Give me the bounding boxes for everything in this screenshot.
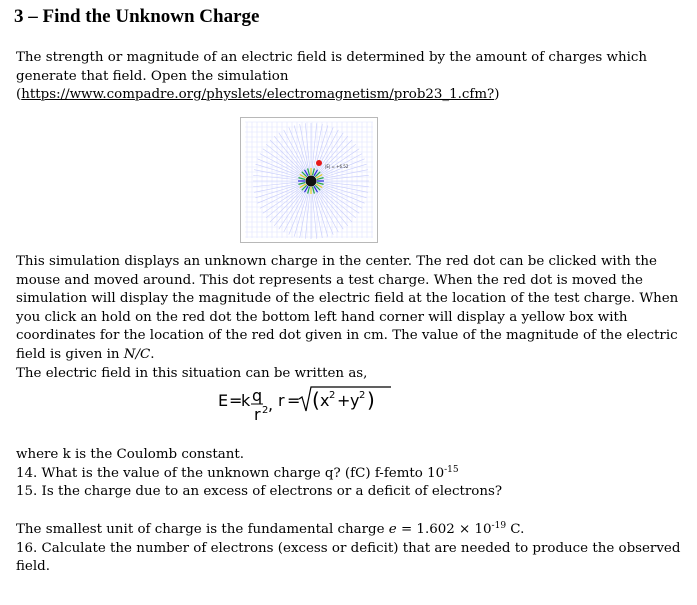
field-unit: N/C — [123, 346, 151, 362]
open-paren: ( — [312, 388, 320, 412]
question-15: 15. Is the charge due to an excess of electrons or a deficit of electrons? — [16, 484, 502, 500]
field-readout: |E| = +6.52 — [325, 164, 349, 169]
coulomb-note: where k is the Coulomb constant. — [16, 447, 245, 462]
eq-equals-1: = — [229, 391, 243, 410]
question-14: 14. What is the value of the unknown charge q? (fC) f-femto 10 — [16, 465, 445, 481]
description-paragraph — [16, 253, 684, 383]
eq-E: E — [218, 391, 229, 410]
field-ray — [317, 175, 369, 180]
closing-text-1: The smallest unit of charge is the fundamental charge — [16, 522, 389, 537]
test-charge-dot[interactable] — [316, 160, 322, 166]
eq-equals-2: = — [287, 391, 301, 410]
description-line2: The electric field in this situation can be written as, — [16, 365, 368, 381]
charge-symbol: e — [388, 522, 397, 537]
close-paren: ) — [367, 388, 375, 412]
eq-y: y — [350, 391, 360, 410]
section-heading: 3 – Find the Unknown Charge — [14, 6, 260, 27]
eq-y-exponent: 2 — [359, 390, 366, 401]
center-charge — [306, 176, 317, 187]
closing-paragraph — [16, 521, 684, 577]
simulation-link[interactable]: https://www.compadre.org/physlets/electromagnetism/prob23_1.cfm? — [21, 87, 495, 103]
field-ray — [317, 182, 369, 187]
field-ray — [270, 140, 307, 177]
description-period: . — [150, 346, 155, 362]
eq-r: r — [254, 405, 261, 424]
intro-text: The strength or magnitude of an electric field is determined by the amount of charges which generate that field. Open the simulation — [16, 50, 648, 84]
eq-k: k — [241, 391, 251, 410]
eq-plus: + — [337, 391, 351, 410]
field-ray — [315, 185, 352, 222]
field-ray — [312, 187, 317, 239]
field-diagram — [241, 118, 377, 242]
link-open-paren: ( — [16, 87, 22, 103]
closing-text-3: C. — [506, 522, 525, 537]
question-14-exponent: -15 — [444, 464, 459, 475]
closing-text-2: = 1.602 × 10 — [396, 522, 492, 537]
eq-r2: r — [278, 391, 285, 410]
field-equation — [216, 384, 416, 428]
field-ray — [305, 187, 310, 239]
simulation-screenshot — [240, 117, 378, 243]
eq-x: x — [320, 391, 330, 410]
eq-x-exponent: 2 — [329, 390, 336, 401]
field-ray — [315, 140, 352, 177]
intro-paragraph — [16, 49, 684, 105]
link-close-paren: ) — [494, 87, 500, 103]
eq-comma: , — [268, 395, 274, 414]
closing-exponent: -19 — [491, 521, 507, 531]
description-text: This simulation displays an unknown charge in the center. The red dot can be clicked with the mouse and moved around. This dot represents a test charge. When the red dot is moved the simulation will display the magnitude of the electric field at the location of the test charge. When you click an hold on the red dot the bottom left hand corner will display a yellow box with coordinates for the location of the red dot given in cm. The value of the magnitude of the electric field is given in — [16, 254, 679, 362]
questions-paragraph — [16, 446, 684, 502]
eq-q: q — [252, 386, 263, 405]
eq-r-exponent: 2 — [262, 405, 269, 416]
question-16: 16. Calculate the number of electrons (excess or deficit) that are needed to produce the observed field. — [16, 540, 681, 575]
field-ray — [270, 185, 307, 222]
